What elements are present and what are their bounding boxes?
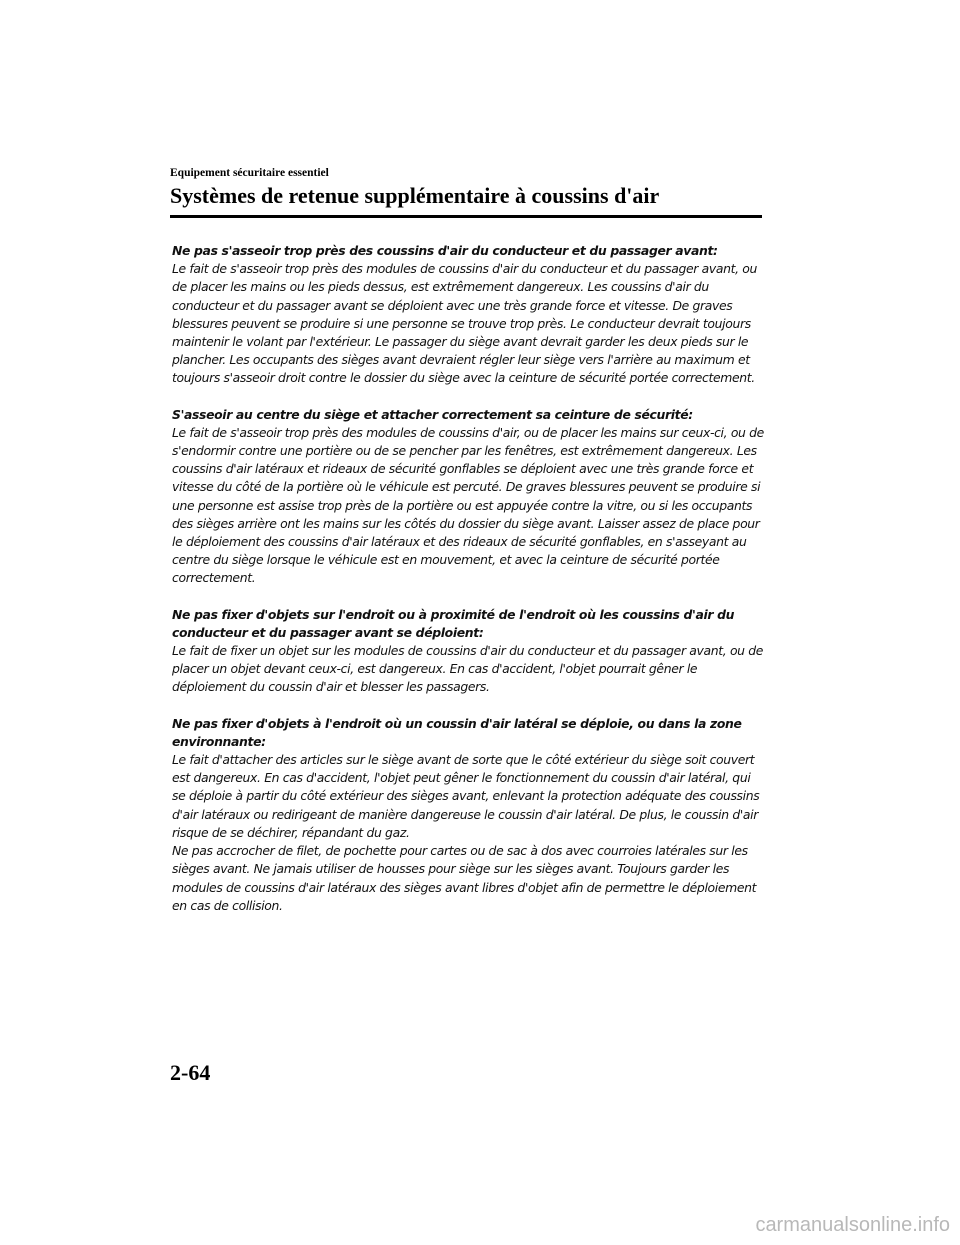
- warning-heading: Ne pas fixer d'objets sur l'endroit ou à proximité de l'endroit où les coussins d'air du conducteur et du passager avant se déploient:: [172, 606, 735, 640]
- page-number: 2-64: [170, 1060, 211, 1085]
- warning-paragraph: Le fait de s'asseoir trop près des modules de coussins d'air, ou de placer les mains sur ceux-ci, ou de s'endormir contre une portière ou de se pencher par les fenêtres, est extrêmement dangereux. Les coussins d'air latéraux et rideaux de sécurité gonflables se déploient avec une très grande force et vitesse du côté de la portière où le véhicule est percuté. De graves blessures peuvent se produire si une personne est assise trop près de la portière ou est appuyée contre la vitre, ou si les occupants des sièges arrière ont les mains sur les côtés du dossier du siège avant. Laisser assez de place pour le déploiement des coussins d'air latéraux et des rideaux de sécurité gonflables, en s'asseyant au centre du siège lorsque le véhicule est en mouvement, et avec la ceinture de sécurité portée correctement.: [172, 424, 764, 586]
- warning-paragraph: Le fait de s'asseoir trop près des modules de coussins d'air du conducteur et du passager avant, ou de placer les mains ou les pieds dessus, est extrêmement dangereux. Les coussins d'air du conducteur et du passager avant se déploient avec une très grande force et vitesse. De graves blessures peuvent se produire si une personne se trouve trop près. Le conducteur devrait toujours maintenir le volant par l'extérieur. Le passager du siège avant devrait garder les deux pieds sur le plancher. Les occupants des sièges avant devraient régler leur siège vers l'arrière au maximum et toujours s'asseoir droit contre le dossier du siège avec la ceinture de sécurité portée correctement.: [172, 261, 758, 386]
- warning-heading: Ne pas s'asseoir trop près des coussins d'air du conducteur et du passager avant:: [172, 243, 718, 258]
- warning-front-objects: [172, 606, 764, 697]
- page-title: Systèmes de retenue supplémentaire à coussins d'air: [170, 183, 660, 208]
- warning-content: [172, 242, 764, 933]
- page-header: [170, 166, 762, 218]
- warning-paragraph: Le fait d'attacher des articles sur le siège avant de sorte que le côté extérieur du siège soit couvert est dangereux. En cas d'accident, l'objet peut gêner le fonctionnement du coussin d'air latéral, qui se déploie à partir du côté extérieur des sièges avant, enlevant la protection adéquate des coussins d'air latéraux ou redirigeant de manière dangereuse le coussin d'air latéral. De plus, le coussin d'air risque de se déchirer, répandant du gaz.: [172, 752, 760, 840]
- warning-seat-center: [172, 406, 764, 588]
- warning-front-airbags: [172, 242, 764, 388]
- warning-side-objects: [172, 715, 764, 915]
- warning-paragraph: Ne pas accrocher de filet, de pochette pour cartes ou de sac à dos avec courroies latérales sur les sièges avant. Ne jamais utiliser de housses pour siège sur les sièges avant. Toujours garder les modules de coussins d'air latéraux des sièges avant libres d'objet afin de permettre le déploiement en cas de collision.: [172, 843, 757, 913]
- section-label: Equipement sécuritaire essentiel: [170, 167, 329, 179]
- warning-paragraph: Le fait de fixer un objet sur les modules de coussins d'air du conducteur et du passager avant, ou de placer un objet devant ceux-ci, est dangereux. En cas d'accident, l'objet pourrait gêner le déploiement du coussin d'air et blesser les passagers.: [172, 643, 764, 695]
- warning-heading: Ne pas fixer d'objets à l'endroit où un coussin d'air latéral se déploie, ou dans la zone environnante:: [172, 715, 742, 749]
- warning-heading: S'asseoir au centre du siège et attacher correctement sa ceinture de sécurité:: [172, 406, 693, 422]
- watermark: carmanualsonline.info: [755, 1214, 950, 1236]
- title-divider: [170, 215, 762, 218]
